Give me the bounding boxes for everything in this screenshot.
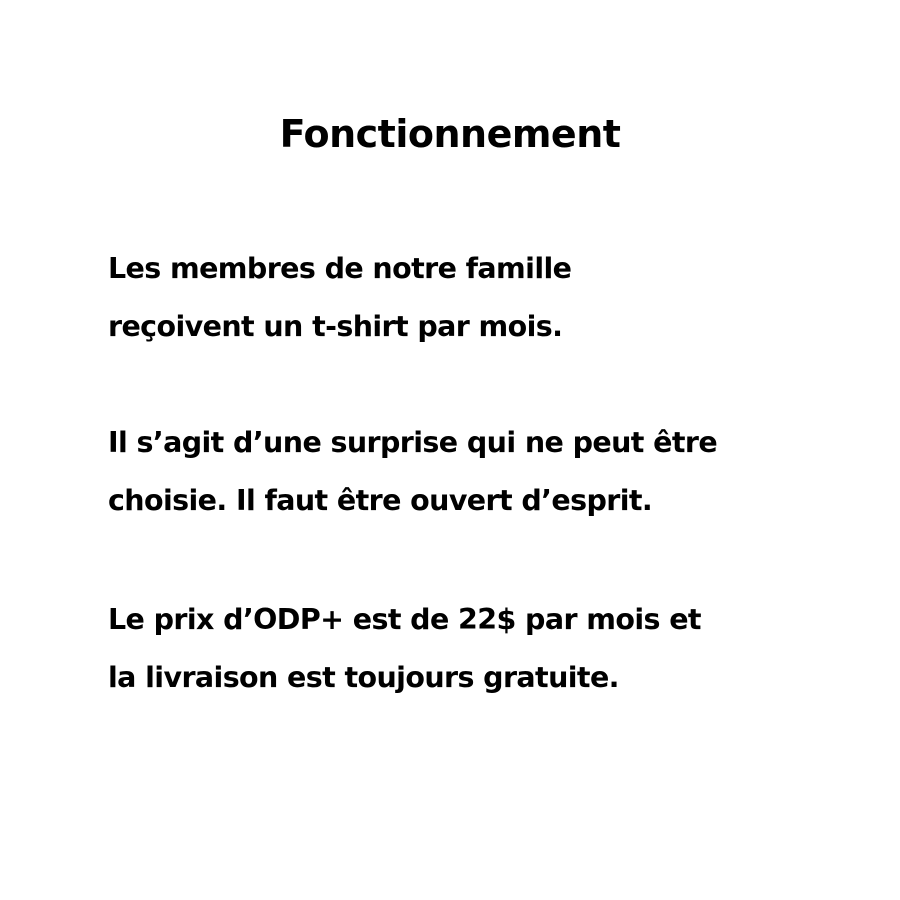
paragraph-line: la livraison est toujours gratuite. xyxy=(108,661,619,694)
paragraph-surprise xyxy=(108,414,828,530)
paragraph-price xyxy=(108,591,828,707)
paragraph-line: choisie. Il faut être ouvert d’esprit. xyxy=(108,484,653,517)
paragraph-line: Le prix d’ODP+ est de 22$ par mois et xyxy=(108,603,701,636)
paragraph-line: Il s’agit d’une surprise qui ne peut être xyxy=(108,426,718,459)
paragraph-line: reçoivent un t-shirt par mois. xyxy=(108,310,563,343)
paragraph-membership xyxy=(108,240,828,356)
paragraph-line: Les membres de notre famille xyxy=(108,252,572,285)
page-title: Fonctionnement xyxy=(279,112,621,156)
